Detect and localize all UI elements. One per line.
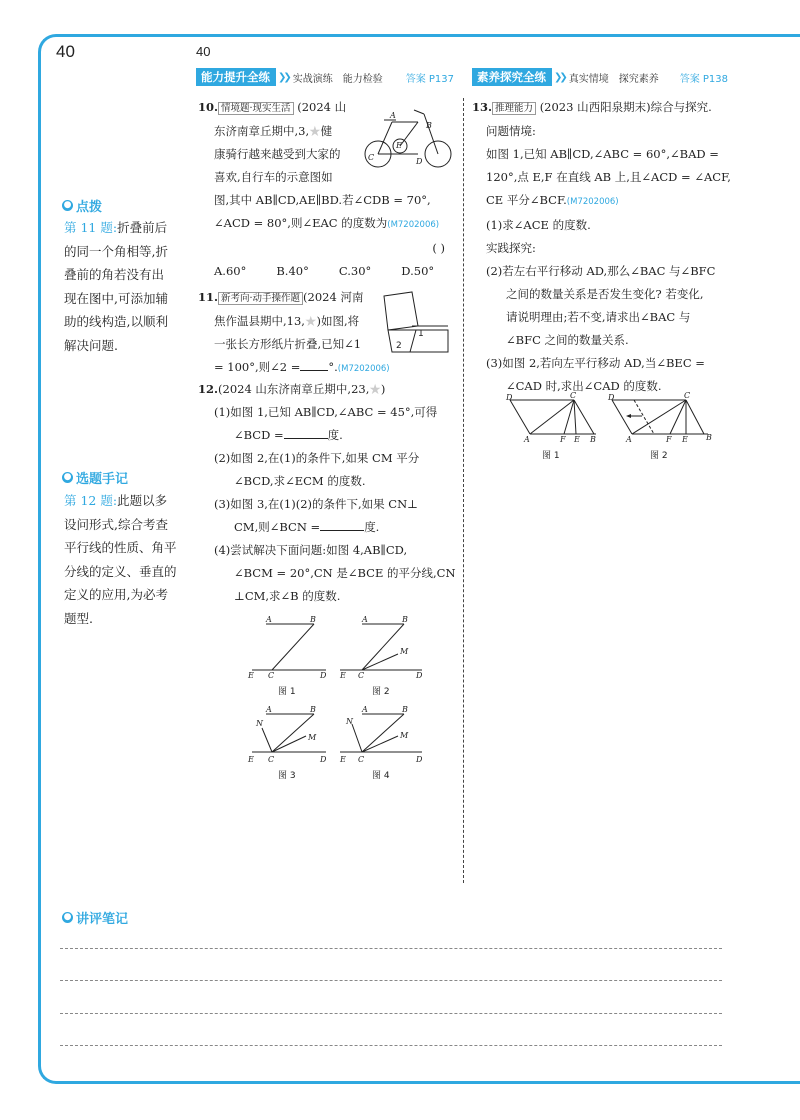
svg-text:B: B bbox=[402, 705, 408, 714]
svg-text:E: E bbox=[340, 671, 346, 680]
svg-text:图 4: 图 4 bbox=[372, 771, 390, 781]
svg-text:C: C bbox=[358, 755, 365, 764]
tip-icon: ● bbox=[63, 200, 72, 210]
svg-text:A: A bbox=[266, 615, 272, 624]
difficulty-icon: ★ bbox=[304, 314, 317, 328]
svg-text:D: D bbox=[416, 755, 423, 764]
svg-text:图 1: 图 1 bbox=[542, 451, 560, 461]
svg-text:A: A bbox=[362, 615, 368, 624]
note-line[interactable] bbox=[60, 1013, 722, 1014]
svg-text:D: D bbox=[320, 671, 327, 680]
svg-text:A: A bbox=[390, 111, 396, 120]
svg-text:E: E bbox=[248, 755, 254, 764]
q13-figures bbox=[504, 388, 724, 464]
svg-text:D: D bbox=[608, 393, 615, 402]
svg-text:F: F bbox=[666, 435, 672, 444]
figure-1 bbox=[247, 615, 327, 697]
question-12: 12.(2024 山东济南章丘期中,23,★) (1)如图 1,已知 AB∥CD,∠ABC = 45°,可得 ∠BCD = 度. (2)如图 2,在(1)的条件下,如果 CM 平分 ∠BCD,求∠ECM 的度数. (3)如图 3,在(1)(2)的条件下,如果 CN⊥ CM,则∠BCN = 度. (4)尝试解决下面问题:如图 4,AB∥CD, ∠BCM = 20°,CN 是∠BCE 的平分线,CN ⊥CM,求∠B 的度数. bbox=[198, 382, 456, 603]
page-number-top: 40 bbox=[196, 44, 211, 59]
note-line[interactable] bbox=[60, 948, 722, 949]
svg-text:A: A bbox=[524, 435, 530, 444]
option-d[interactable]: D.50° bbox=[401, 264, 435, 278]
svg-text:F: F bbox=[560, 435, 566, 444]
svg-text:E: E bbox=[396, 141, 402, 150]
svg-text:C: C bbox=[268, 671, 275, 680]
question-tag: 推理能力 bbox=[492, 102, 536, 115]
svg-text:A: A bbox=[626, 435, 632, 444]
svg-text:D: D bbox=[320, 755, 327, 764]
svg-text:图 2: 图 2 bbox=[650, 451, 668, 461]
svg-text:E: E bbox=[248, 671, 254, 680]
page-number: 40 bbox=[56, 42, 75, 61]
difficulty-icon: ★ bbox=[369, 382, 381, 396]
svg-text:M: M bbox=[400, 647, 409, 656]
note-icon: ● bbox=[63, 472, 72, 482]
option-b[interactable]: B.40° bbox=[276, 264, 309, 278]
svg-text:D: D bbox=[416, 671, 423, 680]
answer-blank[interactable] bbox=[284, 424, 328, 439]
svg-text:C: C bbox=[570, 391, 577, 400]
svg-text:N: N bbox=[256, 719, 263, 728]
header-item: 实战演练 bbox=[292, 73, 333, 85]
answer-blank[interactable] bbox=[300, 356, 328, 371]
figure-1 bbox=[505, 391, 596, 461]
question-10: 10. 情境题·现实生活 (2024 山 东济南章丘期中,3,★健 康骑行越来越受到大家的 喜欢,自行车的示意图如 图,其中 AB∥CD,AE∥BD.若∠CDB = 70°, ∠ACD = 80°,则∠EAC 的度数为(M7202006) ( ) A.60° B.40° C.30° D.50° bbox=[198, 96, 453, 283]
svg-text:E: E bbox=[340, 755, 346, 764]
svg-text:M: M bbox=[400, 731, 409, 740]
svg-text:B: B bbox=[310, 705, 316, 714]
svg-text:B: B bbox=[706, 433, 712, 442]
tip-text: 第 11 题:折叠前后 的同一个角相等,折 叠前的角若没有出 现在图中,可添加辅 助的线构造,以顺利 解决问题. bbox=[64, 220, 168, 353]
header-literacy bbox=[472, 68, 728, 86]
notes-section-title: ● 讲评笔记 bbox=[63, 912, 129, 927]
column-divider bbox=[463, 98, 464, 883]
svg-text:图 1: 图 1 bbox=[278, 687, 296, 697]
tip-title: ● 点拨 bbox=[63, 200, 103, 215]
svg-text:D: D bbox=[506, 393, 513, 402]
answer-ref[interactable]: 答案 P138 bbox=[679, 73, 728, 85]
svg-text:E: E bbox=[574, 435, 580, 444]
chevron-icon: ❯❯ bbox=[278, 71, 289, 83]
figure-3 bbox=[247, 705, 327, 781]
svg-text:B: B bbox=[402, 615, 408, 624]
difficulty-icon: ★ bbox=[309, 124, 321, 138]
notes-title: ● 选题手记 bbox=[63, 472, 129, 487]
answer-ref[interactable]: 答案 P137 bbox=[405, 73, 454, 85]
notes-icon: ● bbox=[63, 912, 72, 922]
figure-2 bbox=[339, 615, 423, 697]
svg-text:M: M bbox=[308, 733, 317, 742]
q12-figures bbox=[244, 612, 424, 784]
option-a[interactable]: A.60° bbox=[214, 264, 247, 278]
header-item: 能力检验 bbox=[342, 73, 383, 85]
question-11: 11. 新考向·动手操作题 (2024 河南 焦作温县期中,13,★)如图,将 一张长方形纸片折叠,已知∠1 = 100°,则∠2 = °.(M7202006) bbox=[198, 290, 390, 374]
svg-text:C: C bbox=[368, 153, 375, 162]
svg-text:A: A bbox=[362, 705, 368, 714]
figure-4 bbox=[339, 705, 423, 781]
question-tag: 情境题·现实生活 bbox=[218, 102, 294, 115]
svg-text:2: 2 bbox=[396, 341, 402, 351]
svg-text:N: N bbox=[346, 717, 353, 726]
svg-text:B: B bbox=[426, 121, 432, 130]
svg-text:B: B bbox=[310, 615, 316, 624]
header-badge: 素养探究全练 bbox=[472, 68, 552, 86]
question-13: 13. 推理能力 (2023 山西阳泉期末)综合与探究. 问题情境: 如图 1,已知 AB∥CD,∠ABC = 60°,∠BAD = 120°,点 E,F 在直线 AB 上,且∠ACD = ∠ACF, CE 平分∠BCF.(M7202006) (1)求∠ACE 的度数. 实践探究: (2)若左右平行移动 AD,那么∠BAC 与∠BFC 之间的数量关系是否发生变化? 若变化, 请说明理由;若不变,请求出∠BAC 与 ∠BFC 之间的数量关系. (3)如图 2,若向左平行移动 AD,当∠BEC = ∠CAD 时,求出∠CAD 的度数. bbox=[472, 100, 731, 393]
answer-blank[interactable] bbox=[320, 516, 364, 531]
svg-text:A: A bbox=[266, 705, 272, 714]
option-c[interactable]: C.30° bbox=[338, 264, 372, 278]
folded-paper-figure bbox=[382, 290, 454, 356]
svg-text:1: 1 bbox=[418, 329, 424, 339]
bicycle-figure bbox=[360, 100, 458, 176]
header-badge: 能力提升全练 bbox=[196, 68, 276, 86]
svg-text:E: E bbox=[682, 435, 688, 444]
svg-text:B: B bbox=[590, 435, 596, 444]
svg-text:D: D bbox=[416, 157, 423, 166]
svg-text:图 2: 图 2 bbox=[372, 687, 390, 697]
question-tag: 新考向·动手操作题 bbox=[218, 292, 303, 305]
header-item: 探究素养 bbox=[618, 73, 659, 85]
svg-text:图 3: 图 3 bbox=[278, 771, 296, 781]
svg-text:C: C bbox=[268, 755, 275, 764]
header-item: 真实情境 bbox=[568, 73, 609, 85]
header-ability bbox=[196, 68, 454, 86]
svg-text:C: C bbox=[358, 671, 365, 680]
figure-2 bbox=[607, 391, 712, 461]
notes-text: 第 12 题:此题以多 设问形式,综合考查 平行线的性质、角平 分线的定义、垂直的 定义的应用,为必考 题型. bbox=[64, 493, 177, 626]
note-line[interactable] bbox=[60, 1045, 722, 1046]
svg-text:C: C bbox=[684, 391, 691, 400]
note-line[interactable] bbox=[60, 980, 722, 981]
chevron-icon: ❯❯ bbox=[554, 71, 565, 83]
